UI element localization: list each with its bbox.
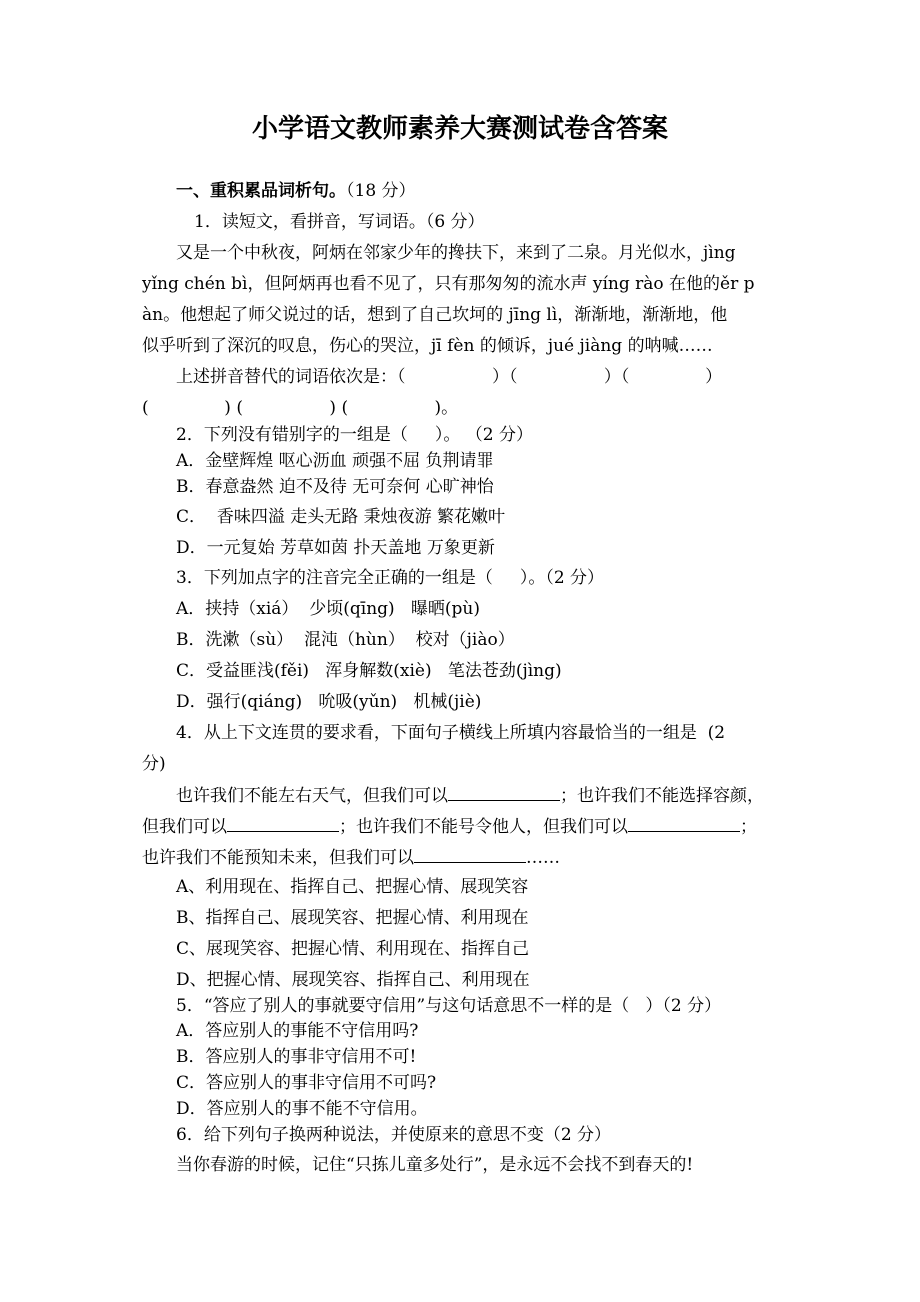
q3-option: A．挟持（xiá） 少顷(qīng) 曝晒(pù) (176, 599, 480, 619)
q4-passage-line (142, 847, 560, 869)
q4-option: A、利用现在、指挥自己、把握心情、展现笑容 (176, 877, 529, 897)
q1-passage-line: àn。他想起了师父说过的话，想到了自己坎坷的 jīng lì，渐渐地，渐渐地，他 (142, 305, 728, 325)
q3-stem: 3．下列加点字的注音完全正确的一组是（ ）。（2 分） (176, 568, 605, 588)
q4-option: B、指挥自己、展现笑容、把握心情、利用现在 (176, 908, 529, 928)
section-heading (176, 180, 416, 202)
q4-option: D、把握心情、展现笑容、指挥自己、利用现在 (176, 970, 530, 990)
q5-stem: 5．“答应了别人的事就要守信用”与这句话意思不一样的是（ ）（2 分） (176, 996, 722, 1016)
q1-passage-line: yǐng chén bì，但阿炳再也看不见了，只有那匆匆的流水声 yíng rào 在他的ěr p (142, 274, 755, 294)
q1-stem: 1．读短文，看拼音，写词语。（6 分） (194, 212, 485, 232)
q3-option: C．受益匪浅(fěi) 浑身解数(xiè) 笔法苍劲(jìng) (176, 661, 562, 681)
q4-text: 也许我们不能左右天气，但我们可以 (176, 786, 448, 806)
q5-option: B．答应别人的事非守信用不可! (176, 1047, 417, 1067)
fill-blank (448, 785, 560, 801)
q2-option: B．春意盎然 迫不及待 无可奈何 心旷神怡 (176, 477, 494, 497)
fill-blank (414, 847, 526, 863)
section-heading-text: 一、重积累品词析句。 (176, 181, 346, 201)
q1-answer-line: ( ) ( ) ( )。 (142, 398, 459, 418)
q4-stem: 4．从上下文连贯的要求看，下面句子横线上所填内容最恰当的一组是 (2 (176, 723, 726, 743)
q5-option: A．答应别人的事能不守信用吗? (176, 1021, 419, 1041)
q4-text: 也许我们不能预知未来，但我们可以 (142, 848, 414, 868)
q2-option: C． 香味四溢 走头无路 秉烛夜游 繁花嫩叶 (176, 507, 506, 527)
fill-blank (227, 816, 339, 832)
q1-passage-line: 又是一个中秋夜，阿炳在邻家少年的搀扶下，来到了二泉。月光似水，jìng (176, 243, 736, 263)
q2-option: A．金壁辉煌 呕心沥血 顽强不屈 负荆请罪 (176, 451, 494, 471)
section-score: （18 分） (346, 181, 416, 201)
q3-option: D．强行(qiáng) 吮吸(yǔn) 机械(jiè) (176, 692, 482, 712)
q6-stem: 6．给下列句子换两种说法，并使原来的意思不变（2 分） (176, 1125, 612, 1145)
q4-passage-line (142, 816, 757, 838)
q4-passage-line (176, 785, 764, 807)
q4-text: 但我们可以 (142, 817, 227, 837)
fill-blank (628, 816, 740, 832)
q4-text: ；也许我们不能选择容颜， (560, 786, 764, 806)
q4-text: …… (526, 848, 560, 868)
page-title: 小学语文教师素养大赛测试卷含答案 (251, 114, 668, 144)
q5-option: C．答应别人的事非守信用不可吗? (176, 1073, 437, 1093)
q2-option: D．一元复始 芳草如茵 扑天盖地 万象更新 (176, 538, 495, 558)
q5-option: D．答应别人的事不能不守信用。 (176, 1099, 428, 1119)
q1-passage-line: 似乎听到了深沉的叹息，伤心的哭泣，jī fèn 的倾诉，jué jiàng 的呐喊…… (142, 336, 713, 356)
q4-option: C、展现笑容、把握心情、利用现在、指挥自己 (176, 939, 530, 959)
q4-stem-continued: 分) (142, 754, 166, 774)
q3-option: B．洗漱（sù） 混沌（hùn） 校对（jiào） (176, 630, 515, 650)
q2-stem: 2．下列没有错别字的一组是（ ）。 （2 分） (176, 425, 533, 445)
q6-sentence: 当你春游的时候，记住“只拣儿童多处行”，是永远不会找不到春天的! (176, 1155, 694, 1175)
q4-text: ； (740, 817, 757, 837)
q1-answer-line: 上述拼音替代的词语依次是：（ ）（ ）（ ） (176, 367, 723, 387)
q4-text: ；也许我们不能号令他人，但我们可以 (339, 817, 628, 837)
